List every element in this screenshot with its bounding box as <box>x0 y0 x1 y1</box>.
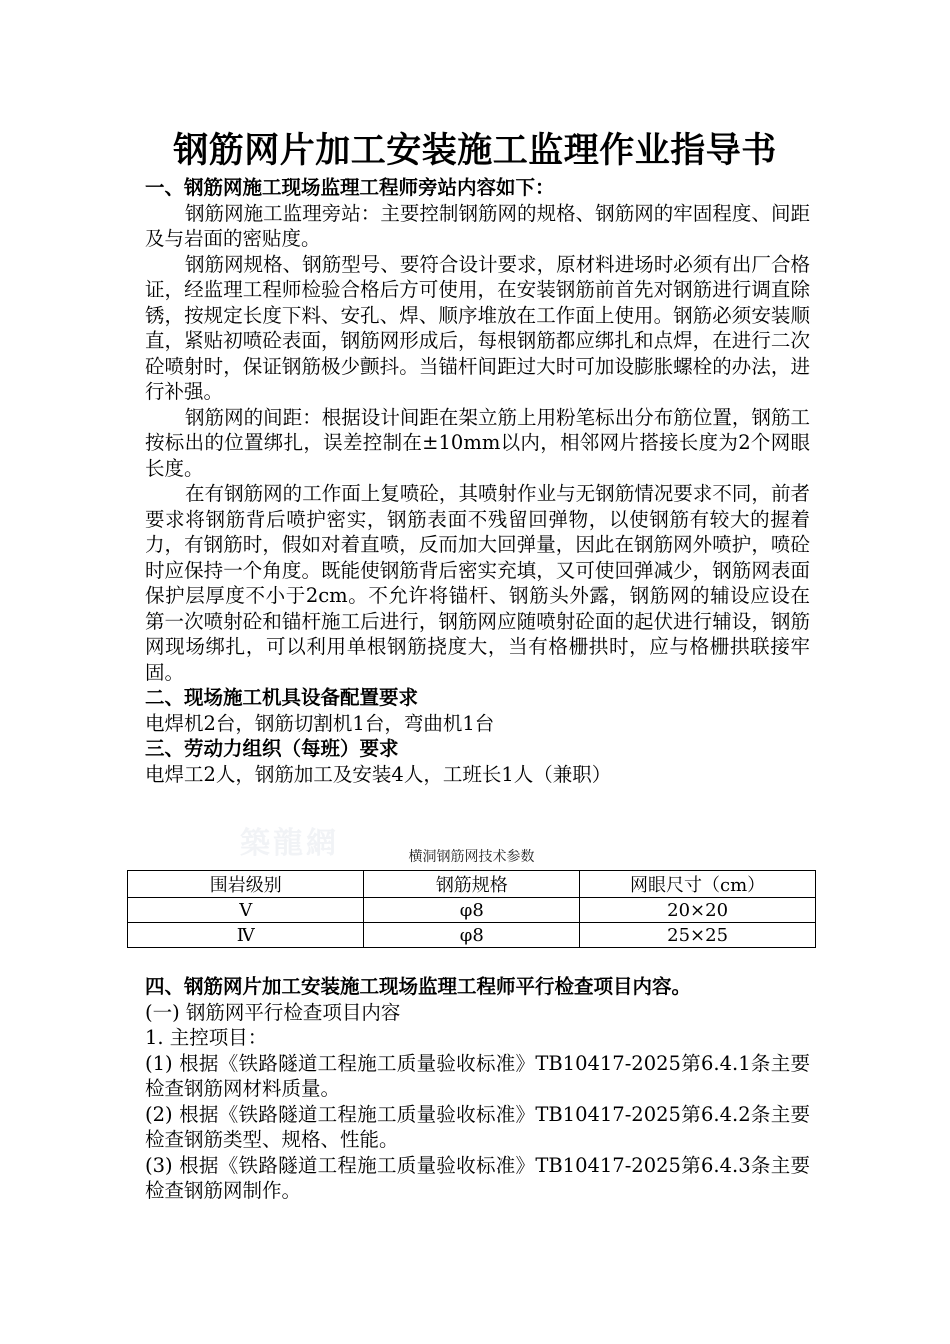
section-3-text: 电焊工2人，钢筋加工及安装4人，工班长1人（兼职） <box>145 762 612 786</box>
watermark-logo: 築龍網 <box>240 826 339 861</box>
check-item-3: (3) 根据《铁路隧道工程施工质量验收标准》TB10417-2025第6.4.3条主要检查钢筋网制作。 <box>145 1153 810 1202</box>
table-cell: 25×25 <box>580 923 816 948</box>
table-cell: Ⅴ <box>128 898 364 923</box>
table-cell: Ⅳ <box>128 923 364 948</box>
paragraph-3: 钢筋网的间距：根据设计间距在架立筋上用粉笔标出分布筋位置，钢筋工按标出的位置绑扎，误差控制在±10mm以内，相邻网片搭接长度为2个网眼长度。 <box>145 405 810 480</box>
table-caption: 横洞钢筋网技术参数 <box>408 849 535 865</box>
check-item-2: (2) 根据《铁路隧道工程施工质量验收标准》TB10417-2025第6.4.2条主要检查钢筋类型、规格、性能。 <box>145 1102 810 1151</box>
section-4 <box>145 974 810 1204</box>
table-header-cell: 钢筋规格 <box>364 871 580 898</box>
table-header-cell: 网眼尺寸（cm） <box>580 871 816 898</box>
params-table <box>127 870 816 948</box>
table-header-row <box>128 871 816 898</box>
table-row <box>128 898 816 923</box>
section-2-text: 电焊机2台，钢筋切割机1台，弯曲机1台 <box>145 711 495 735</box>
section-4-heading: 四、钢筋网片加工安装施工现场监理工程师平行检查项目内容。 <box>145 975 692 998</box>
section-2-heading: 二、现场施工机具设备配置要求 <box>145 686 419 709</box>
paragraph-1: 钢筋网施工监理旁站：主要控制钢筋网的规格、钢筋网的牢固程度、间距及与岩面的密贴度。 <box>145 201 810 250</box>
section-1-heading: 一、钢筋网施工现场监理工程师旁站内容如下： <box>145 176 555 199</box>
section-1 <box>145 175 810 787</box>
paragraph-4: 在有钢筋网的工作面上复喷砼，其喷射作业与无钢筋情况要求不同，前者要求将钢筋背后喷护密实，钢筋表面不残留回弹物，以使钢筋有较大的握着力，有钢筋时，假如对着直喷，反而加大回弹量，因此在钢筋网外喷护，喷砼时应保持一个角度。既能使钢筋背后密实充填，又可使回弹减少，钢筋网表面保护层厚度不小于2cm。不允许将锚杆、钢筋头外露，钢筋网的辅设应设在第一次喷射砼和锚杆施工后进行，钢筋网应随喷射砼面的起伏进行辅设，钢筋网现场绑扎，可以利用单根钢筋挠度大，当有格栅拱时，应与格栅拱联接牢固。 <box>145 482 810 684</box>
document-title: 钢筋网片加工安装施工监理作业指导书 <box>173 130 777 171</box>
section-4-subitem: 1. 主控项目： <box>145 1026 268 1049</box>
table-cell: φ8 <box>364 898 580 923</box>
paragraph-2: 钢筋网规格、钢筋型号、要符合设计要求，原材料进场时必须有出厂合格证，经监理工程师检验合格后方可使用，在安装钢筋前首先对钢筋进行调直除锈，按规定长度下料、安孔、焊、顺序堆放在工作面上使用。钢筋必须安装顺直，紧贴初喷砼表面，钢筋网形成后，每根钢筋都应绑扎和点焊，在进行二次砼喷射时，保证钢筋极少颤抖。当锚杆间距过大时可加设膨胀螺栓的办法，进行补强。 <box>145 252 810 403</box>
table-cell: 20×20 <box>580 898 816 923</box>
section-3-heading: 三、劳动力组织（每班）要求 <box>145 737 399 760</box>
table-header-cell: 围岩级别 <box>128 871 364 898</box>
table-cell: φ8 <box>364 923 580 948</box>
table-row <box>128 923 816 948</box>
section-4-subheading: (一) 钢筋网平行检查项目内容 <box>145 1000 401 1024</box>
check-item-1: (1) 根据《铁路隧道工程施工质量验收标准》TB10417-2025第6.4.1条主要检查钢筋网材料质量。 <box>145 1051 810 1100</box>
